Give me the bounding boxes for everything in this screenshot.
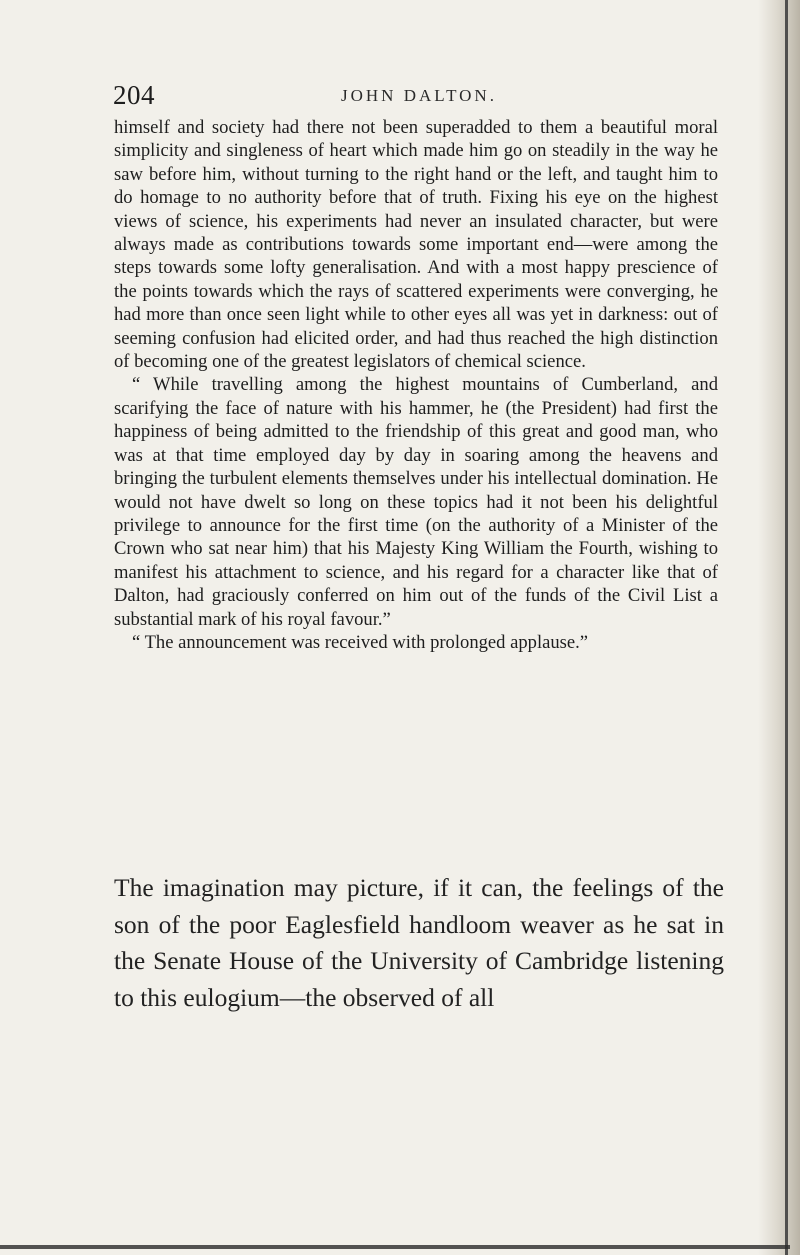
quoted-speech [114, 116, 718, 654]
main-paragraph: The imagination may picture, if it can, the feelings of the son of the poor Eaglesfield handloom weaver as he sat in the Senate House of the University of Cambridge listening to this eulogium—the observed of all [114, 873, 724, 1012]
page-header [113, 80, 713, 112]
page-number: 204 [113, 80, 155, 110]
page-edge-line [785, 0, 788, 1255]
quote-paragraph-3: “ The announcement was received with prolonged applause.” [132, 631, 589, 653]
page-edge-shadow [758, 0, 800, 1255]
main-text [114, 870, 724, 1016]
bottom-edge-line [0, 1245, 790, 1249]
quote-paragraph-1: himself and society had there not been superadded to them a beautiful moral simplicity and singleness of heart which made him go on steadily in the way he saw before him, without turning to the right hand or the left, and taught him to do homage to no authority before that of truth. Fixing his eye on the highest views of science, his experiments had never an insulated character, but were always made as contributions towards some important end—were among the steps towards some lofty generalisation. And with a most happy prescience of the points towards which the rays of scattered experiments were converging, he had more than once seen light while to other eyes all was yet in darkness: out of seeming confusion had elicited order, and had thus reached the high distinction of becoming one of the greatest legislators of chemical science. [114, 117, 718, 373]
quote-paragraph-2: “ While travelling among the highest mountains of Cumberland, and scarifying the face of nature with his hammer, he (the President) had first the happiness of being admitted to the friendship of this great and good man, who was at that time employed day by day in soaring among the heavens and bringing the turbulent elements themselves under his intellectual domination. He would not have dwelt so long on these topics had it not been his delightful privilege to announce for the first time (on the authority of a Minister of the Crown who sat near him) that his Majesty King William the Fourth, wishing to manifest his attachment to science, and his regard for a character like that of Dalton, had graciously conferred on him out of the funds of the Civil List a substantial mark of his royal favour.” [114, 374, 718, 630]
running-head: JOHN DALTON. [341, 86, 497, 105]
